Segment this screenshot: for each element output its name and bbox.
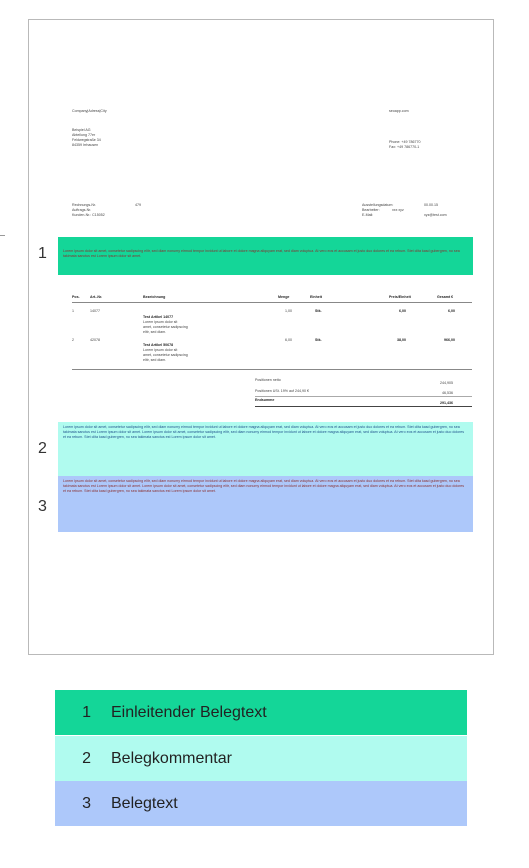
marker-2: 2 bbox=[38, 440, 47, 457]
cell-art: 42078 bbox=[90, 338, 100, 342]
cell-art: 14077 bbox=[90, 309, 100, 313]
legend-item-text bbox=[55, 781, 467, 826]
totals-rule bbox=[255, 396, 472, 397]
cell-desc: elitr, sed diam. bbox=[143, 330, 167, 334]
document-text-band: Lorem ipsum dolor sit amet, consetetur sadipscing elitr, sed diam nonumy eirmod tempor invidunt ut labore et dolore magna aliquyam erat, sed diam voluptua. At vero eos et accusam et justo duo dolores et ea rebum. Stet clita kasd gubergren, no sea takimata sanctus est Lorem ipsum dolor sit amet. Lorem ipsum dolor sit amet, consetetur sadipscing elitr, sed diam nonumy eirmod tempor invidunt ut labore et dolore magna aliquyam erat, sed diam voluptua. At vero eos et accusam et justo duo dolores et ea rebum. Stet clita kasd gubergren, no sea takimata sanctus est Lorem ipsum dolor sit amet. bbox=[58, 476, 473, 532]
total-label: Positionen USt. 19% auf 244,90 € bbox=[255, 389, 309, 393]
meta-label: Rechnungs-Nr. bbox=[72, 203, 96, 207]
table-rule bbox=[72, 369, 472, 370]
legend-number: 1 bbox=[82, 703, 91, 721]
total-value: 244,905 bbox=[440, 381, 453, 385]
meta-value: xxx xyz bbox=[392, 208, 404, 212]
website: seoapp.com bbox=[389, 109, 409, 113]
meta-value: 00.00.15 bbox=[424, 203, 438, 207]
marker-1: 1 bbox=[38, 245, 47, 262]
total-label: Endsumme bbox=[255, 398, 275, 402]
meta-label: E-Mail: bbox=[362, 213, 374, 217]
legend-label: Belegtext bbox=[111, 794, 178, 812]
cell-desc: amet, consetetur sadipscing bbox=[143, 353, 188, 357]
legend-label: Einleitender Belegtext bbox=[111, 703, 267, 721]
cell-price: 6,00 bbox=[399, 309, 406, 313]
meta-label: Kunden-Nr.: C15052 bbox=[72, 213, 105, 217]
intro-text-band: Lorem ipsum dolor sit amet, consetetur sadipscing elitr, sed diam nonumy eirmod tempor invidunt ut labore et dolore magna aliquyam erat, sed diam voluptua. At vero eos et accusam et justo duo dolores et ea rebum. Stet clita kasd gubergren, no sea takimata sanctus est Lorem ipsum dolor sit amet. bbox=[58, 237, 473, 275]
col-header: Gesamt € bbox=[437, 295, 454, 299]
contact-fax: Fax: +49 786770-1 bbox=[389, 145, 420, 149]
cell-total: 6,00 bbox=[448, 309, 455, 313]
comment-text-band: Lorem ipsum dolor sit amet, consetetur sadipscing elitr, sed diam nonumy eirmod tempor invidunt ut labore et dolore magna aliquyam erat, sed diam voluptua. At vero eos et accusam et justo duo dolores et ea rebum. Stet clita kasd gubergren, no sea takimata sanctus est Lorem ipsum dolor sit amet. Lorem ipsum dolor sit amet, consetetur sadipscing elitr, sed diam nonumy eirmod tempor invidunt ut labore et dolore magna aliquyam erat, sed diam voluptua. At vero eos et accusam et justo duo dolores et ea rebum. Stet clita kasd gubergren, no sea takimata sanctus est Lorem ipsum dolor sit amet. bbox=[58, 422, 473, 476]
recipient-line: Abteilung 77er bbox=[72, 133, 96, 137]
meta-value: xyz@test.com bbox=[424, 213, 447, 217]
col-header: Pos. bbox=[72, 295, 80, 299]
cell-desc: elitr, sed diam. bbox=[143, 358, 167, 362]
legend-number: 3 bbox=[82, 794, 91, 812]
legend-item-comment bbox=[55, 736, 467, 781]
margin-tick bbox=[0, 235, 5, 236]
total-value: 291,436 bbox=[440, 401, 453, 405]
meta-value: 479 bbox=[135, 203, 141, 207]
legend-label: Belegkommentar bbox=[111, 749, 232, 767]
sender-line: Company|Adress|City bbox=[72, 109, 107, 113]
contact-phone: Phone: +49 786770 bbox=[389, 140, 421, 144]
col-header: Bezeichnung bbox=[143, 295, 166, 299]
col-header: Menge bbox=[278, 295, 290, 299]
cell-unit: Stk. bbox=[315, 309, 322, 313]
legend-item-intro bbox=[55, 690, 467, 735]
cell-title: Test Artikel 50678 bbox=[143, 343, 174, 347]
col-header: Einheit bbox=[310, 295, 322, 299]
cell-pos: 2 bbox=[72, 338, 74, 342]
total-label: Positionen netto bbox=[255, 378, 281, 382]
col-header: Preis/Einheit bbox=[389, 295, 411, 299]
table-rule bbox=[72, 302, 472, 303]
cell-desc: amet, consetetur sadipscing bbox=[143, 325, 188, 329]
meta-label: Bearbeiter: bbox=[362, 208, 380, 212]
meta-label: Auftrags-Nr. bbox=[72, 208, 92, 212]
total-value: 46,536 bbox=[442, 391, 453, 395]
col-header: Art.-Nr. bbox=[90, 295, 103, 299]
marker-3: 3 bbox=[38, 498, 47, 515]
cell-price: 38,00 bbox=[397, 338, 406, 342]
cell-desc: Lorem ipsum dolor sit bbox=[143, 320, 178, 324]
cell-desc: Lorem ipsum dolor sit bbox=[143, 348, 178, 352]
cell-total: 966,00 bbox=[444, 338, 455, 342]
cell-unit: Stk. bbox=[315, 338, 322, 342]
meta-label: Ausstellungsdatum: bbox=[362, 203, 394, 207]
totals-rule bbox=[255, 406, 472, 407]
recipient-line: Beispiel AG bbox=[72, 128, 91, 132]
recipient-line: Feldwegstraße 34 bbox=[72, 138, 101, 142]
cell-pos: 1 bbox=[72, 309, 74, 313]
legend-number: 2 bbox=[82, 749, 91, 767]
recipient-line: 84359 Irrhausen bbox=[72, 143, 99, 147]
cell-qty: 1,00 bbox=[285, 309, 292, 313]
document-page bbox=[28, 19, 494, 655]
cell-qty: 6,00 bbox=[285, 338, 292, 342]
cell-title: Test Artikel 14077 bbox=[143, 315, 174, 319]
